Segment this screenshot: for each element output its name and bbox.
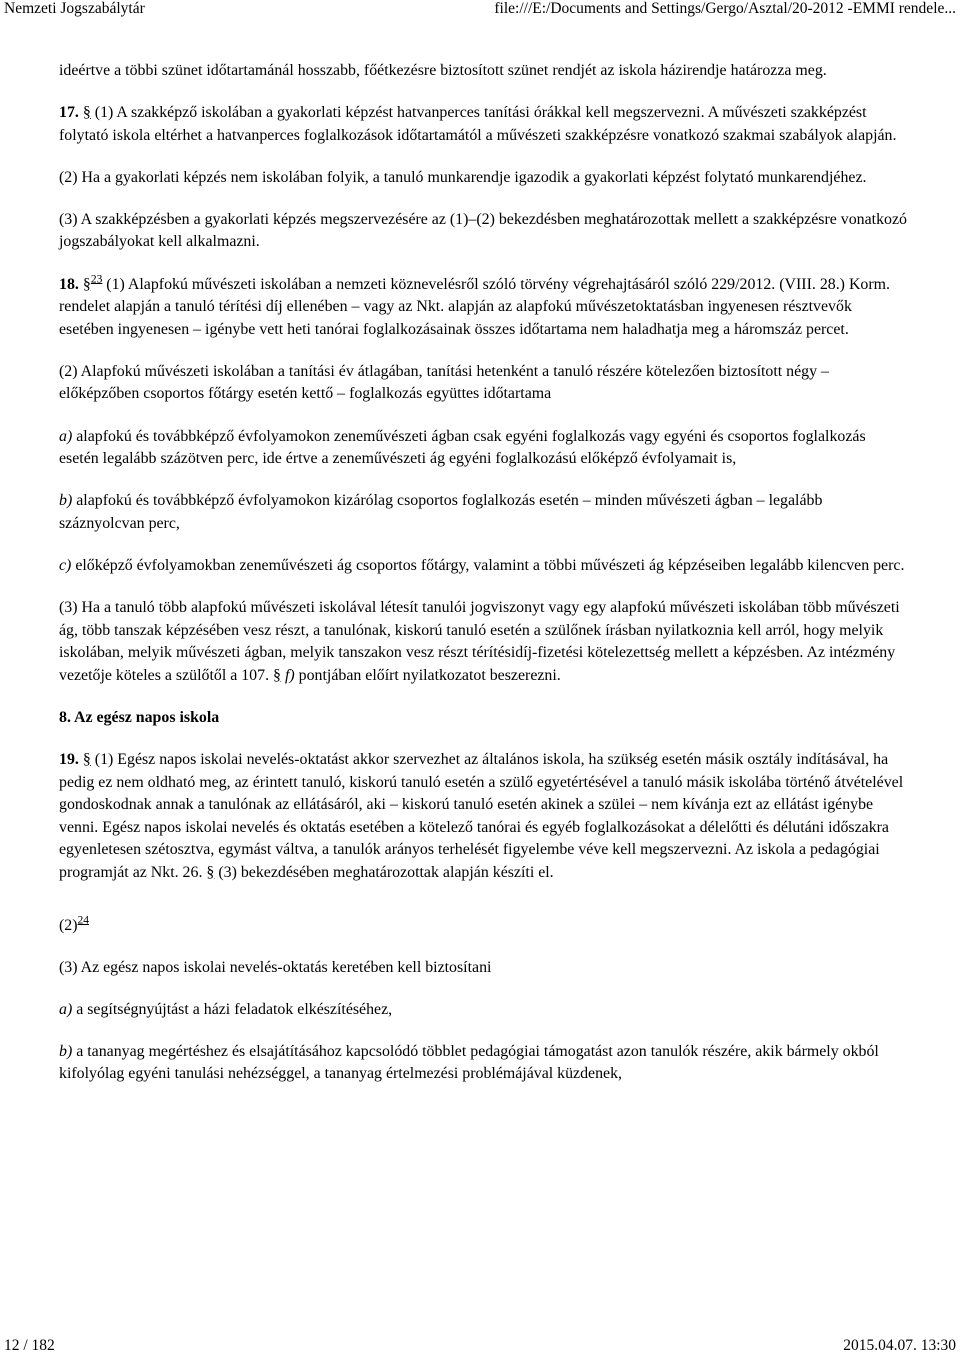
point-label: b)	[59, 492, 73, 510]
point-label: b)	[59, 1042, 73, 1060]
header-site-title: Nemzeti Jogszabálytár	[4, 0, 145, 17]
section-number: 19.	[59, 750, 79, 768]
section-17-paragraph-3: (3) A szakképzésben a gyakorlati képzés megszervezésére az (1)–(2) bekezdésben meghatározottak mellett a szakképzésre vonatkozó jogszabályokat kell alkalmazni.	[59, 210, 907, 251]
section-link[interactable]: §	[82, 750, 91, 768]
section-19-paragraph-1	[59, 749, 907, 885]
section-text: (1) A szakképző iskolában a gyakorlati képzést hatvanperces tanítási órákkal kell megszervezni. A művészeti szakképzést folytató iskola eltérhet a hatvanperces foglalkozások időtartamától a művészeti szakképzésre vonatkozó szakmai szabályok alapján.	[59, 104, 897, 144]
section-18-paragraph-2: (2) Alapfokú művészeti iskolában a tanítási év átlagában, tanítási hetenként a tanuló részére kötelezően biztosított négy – előképzőben csoportos főtárgy esetén kettő – foglalkozás együttes időtartama	[59, 362, 829, 403]
point-label: f)	[284, 666, 295, 684]
point-text: előképző évfolyamokban zeneművészeti ág csoportos főtárgy, valamint a többi művészeti ág képzéseiben legalább kilencven perc.	[71, 556, 905, 574]
paragraph-text: (3) Ha a tanuló több alapfokú művészeti iskolával létesít tanulói jogviszonyt vagy egy alapfokú művészeti iskolában több művészeti ág, több tanszak képzésében vesz részt, a tanulónak, kiskorú tanuló esetén a szülőnek írásban nyilatkoznia kell arról, hogy melyik iskolában, melyik művészeti ágban, melyik tanszakon vesz részt térítésidíj-fizetési kötelezettség mellett a képzésben. Az intézmény vezetője köteles a szülőtől a 107.	[59, 599, 900, 684]
print-datetime: 2015.04.07. 13:30	[843, 1337, 956, 1354]
section-18-point-b	[59, 490, 907, 535]
footnote-link[interactable]: 23	[90, 273, 103, 286]
paragraph-text-end: pontjában előírt nyilatkozatot beszerezni.	[294, 666, 561, 684]
paragraph-label: (2)	[59, 916, 78, 934]
section-18-point-c	[59, 555, 907, 578]
section-18-point-a	[59, 426, 907, 471]
point-label: c)	[59, 556, 72, 574]
point-text: a segítségnyújtást a házi feladatok elkészítéséhez,	[72, 1000, 393, 1018]
point-text: alapfokú és továbbképző évfolyamokon kizárólag csoportos foglalkozás esetén – minden művészeti ágban – legalább száznyolcvan perc,	[59, 492, 823, 532]
section-text-end: (3) bekezdésében meghatározottak alapján készíti el.	[214, 863, 554, 881]
section-link[interactable]: §	[82, 104, 91, 122]
section-text: (1) Egész napos iskolai nevelés-oktatást akkor szervezhet az általános iskola, ha szükség esetén másik osztály indításával, ha pedig ez nem oldható meg, az érintett tanuló, kiskorú tanuló esetén a szülő egyetértésével a tanuló másik iskolába történő átvételével gondoskodnak annak a tanulónak az ellátásáról, aki – kiskorú tanuló esetén akinek a szülei – nem kívánja ezt az ellátást igénybe venni. Egész napos iskolai nevelés és oktatás esetében a kötelező tanórai és egyéb foglalkozásokat a délelőtti és délutáni időszakra egyenletesen szétosztva, egymást váltva, a tanulók arányos terhelését figyelembe véve kell megszervezni. Az iskola a pedagógiai programját az Nkt. 26.	[59, 750, 904, 881]
section-18-paragraph-3	[59, 597, 907, 687]
section-19-paragraph-2	[59, 915, 907, 938]
section-link[interactable]: §	[82, 275, 91, 293]
print-footer	[0, 1337, 960, 1357]
section-19-point-b	[59, 1041, 907, 1086]
section-17-paragraph-2: (2) Ha a gyakorlati képzés nem iskolában folyik, a tanuló munkarendje igazodik a gyakorlati képzést folytató munkarendjéhez.	[59, 168, 867, 186]
section-17-paragraph-1	[59, 102, 907, 147]
header-file-url: file:///E:/Documents and Settings/Gergo/Asztal/20-2012 -EMMI rendele...	[494, 0, 956, 17]
print-header	[0, 0, 960, 22]
point-text: alapfokú és továbbképző évfolyamokon zeneművészeti ágban csak egyéni foglalkozás vagy egyéni és csoportos foglalkozás esetén legalább százötven perc, ide értve a zeneművészeti ág egyéni foglalkozású előképző évfolyamait is,	[59, 427, 866, 468]
point-label: a)	[59, 427, 73, 445]
section-link[interactable]: §	[206, 863, 215, 881]
page-counter: 12 / 182	[4, 1337, 55, 1354]
point-text: a tananyag megértéshez és elsajátításához kapcsolódó többlet pedagógiai támogatást azon tanulók részére, akik bármely okból kifolyólag egyéni tanulási nehézséggel, a tananyag értelmezési problémájával küzdenek,	[59, 1042, 879, 1083]
section-link[interactable]: §	[273, 666, 281, 684]
section-19-point-a	[59, 999, 907, 1022]
section-number: 17.	[59, 104, 79, 122]
chapter-heading: 8. Az egész napos iskola	[59, 708, 220, 726]
footnote-link[interactable]: 24	[77, 914, 90, 927]
paragraph-continuation: ideértve a többi szünet időtartamánál hosszabb, főétkezésre biztosított szünet rendjét az iskola házirendje határozza meg.	[59, 62, 827, 79]
section-number: 18.	[59, 275, 79, 293]
section-text: (1) Alapfokú művészeti iskolában a nemzeti köznevelésről szóló törvény végrehajtásáról szóló 229/2012. (VIII. 28.) Korm. rendelet alapján a tanuló térítési díj ellenében – vagy az Nkt. alapján az alapfokú művészetoktatásban ingyenesen résztvevők esetében ingyenesen – igénybe vett heti tanórai foglalkozásainak összes időtartama nem haladhatja meg a háromszáz percet.	[59, 275, 890, 338]
section-18-paragraph-1	[59, 274, 907, 342]
document-body	[59, 60, 907, 1106]
section-19-paragraph-3: (3) Az egész napos iskolai nevelés-oktatás keretében kell biztosítani	[59, 958, 492, 976]
point-label: a)	[59, 1000, 73, 1018]
